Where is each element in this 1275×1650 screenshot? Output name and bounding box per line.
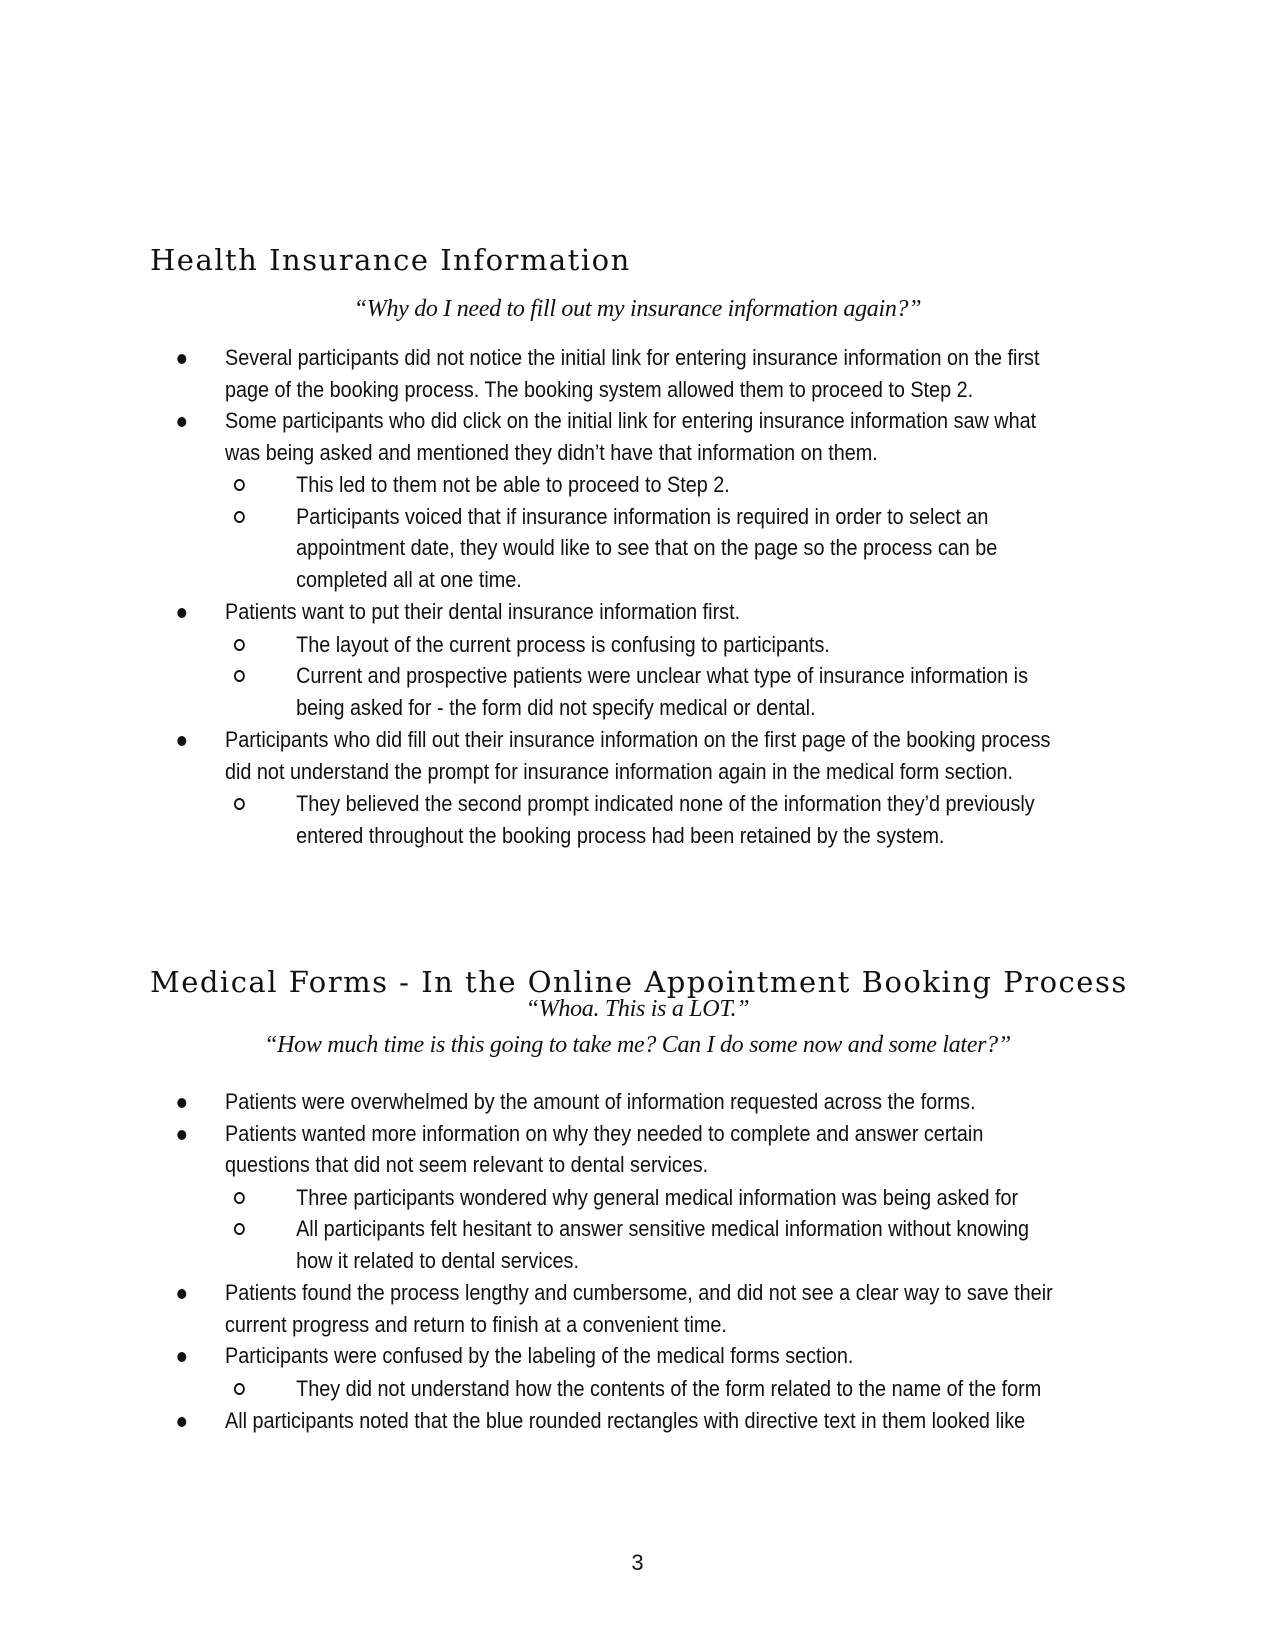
list-item: Patients wanted more information on why they needed to complete and answer certain questions that did not seem relevant to dental services. Three participants wondered why general medical information was being asked for All participants felt hesitant to answer sensitive medical information without knowing how it related to dental services.: [0, 1118, 1062, 1277]
sub-list-item: Three participants wondered why general medical information was being asked for: [225, 1182, 1062, 1214]
sub-list: [225, 788, 1062, 851]
bullet-list-medical-forms: [0, 1086, 1062, 1437]
list-item: All participants noted that the blue rounded rectangles with directive text in them looked like: [0, 1405, 1062, 1437]
sub-list-item: The layout of the current process is confusing to participants.: [225, 629, 1062, 661]
list-item: Patients were overwhelmed by the amount of information requested across the forms.: [0, 1086, 1062, 1118]
list-item: Patients found the process lengthy and cumbersome, and did not see a clear way to save their current progress and return to finish at a convenient time.: [0, 1277, 1062, 1340]
sub-list: [225, 1373, 1062, 1405]
sub-list-item: They did not understand how the contents of the form related to the name of the form: [225, 1373, 1062, 1405]
sub-list: [225, 1182, 1062, 1277]
sub-list: [225, 469, 1062, 595]
page-number: 3: [631, 1550, 644, 1575]
sub-list: [225, 629, 1062, 724]
list-item: Patients want to put their dental insurance information first. The layout of the current process is confusing to participants. Current and prospective patients were unclear what type of insurance information is being asked for - the form did not specify medical or dental.: [0, 596, 1062, 723]
section-heading-medical-forms: Medical Forms - In the Online Appointment Booking Process: [150, 965, 1128, 999]
sub-list-item: Participants voiced that if insurance information is required in order to select an appointment date, they would like to see that on the page so the process can be completed all at one time.: [225, 501, 1062, 596]
bullet-list-insurance: [0, 342, 1062, 852]
sub-list-item: All participants felt hesitant to answer sensitive medical information without knowing how it related to dental services.: [225, 1213, 1062, 1276]
section-quote: “Whoa. This is a LOT.”: [525, 996, 750, 1022]
section-heading-insurance: Health Insurance Information: [150, 243, 631, 277]
list-item: Participants were confused by the labeling of the medical forms section. They did not understand how the contents of the form related to the name of the form: [0, 1340, 1062, 1404]
section-quote: “Why do I need to fill out my insurance information again?”: [353, 296, 922, 322]
sub-list-item: Current and prospective patients were unclear what type of insurance information is being asked for - the form did not specify medical or dental.: [225, 660, 1062, 723]
list-item: Some participants who did click on the initial link for entering insurance information saw what was being asked and mentioned they didn’t have that information on them. This led to them not be able to proceed to Step 2. Participants voiced that if insurance information is required in order to select an appointment date, they would like to see that on the page so the process can be completed all at one time.: [0, 405, 1062, 595]
list-item: Participants who did fill out their insurance information on the first page of the booking process did not understand the prompt for insurance information again in the medical form section. They believed the second prompt indicated none of the information they’d previously entered throughout the booking process had been retained by the system.: [0, 724, 1062, 851]
sub-list-item: They believed the second prompt indicated none of the information they’d previously entered throughout the booking process had been retained by the system.: [225, 788, 1062, 851]
sub-list-item: This led to them not be able to proceed to Step 2.: [225, 469, 1062, 501]
list-item: Several participants did not notice the initial link for entering insurance information on the first page of the booking process. The booking system allowed them to proceed to Step 2.: [0, 342, 1062, 405]
section-quote: “How much time is this going to take me? Can I do some now and some later?”: [264, 1032, 1011, 1058]
